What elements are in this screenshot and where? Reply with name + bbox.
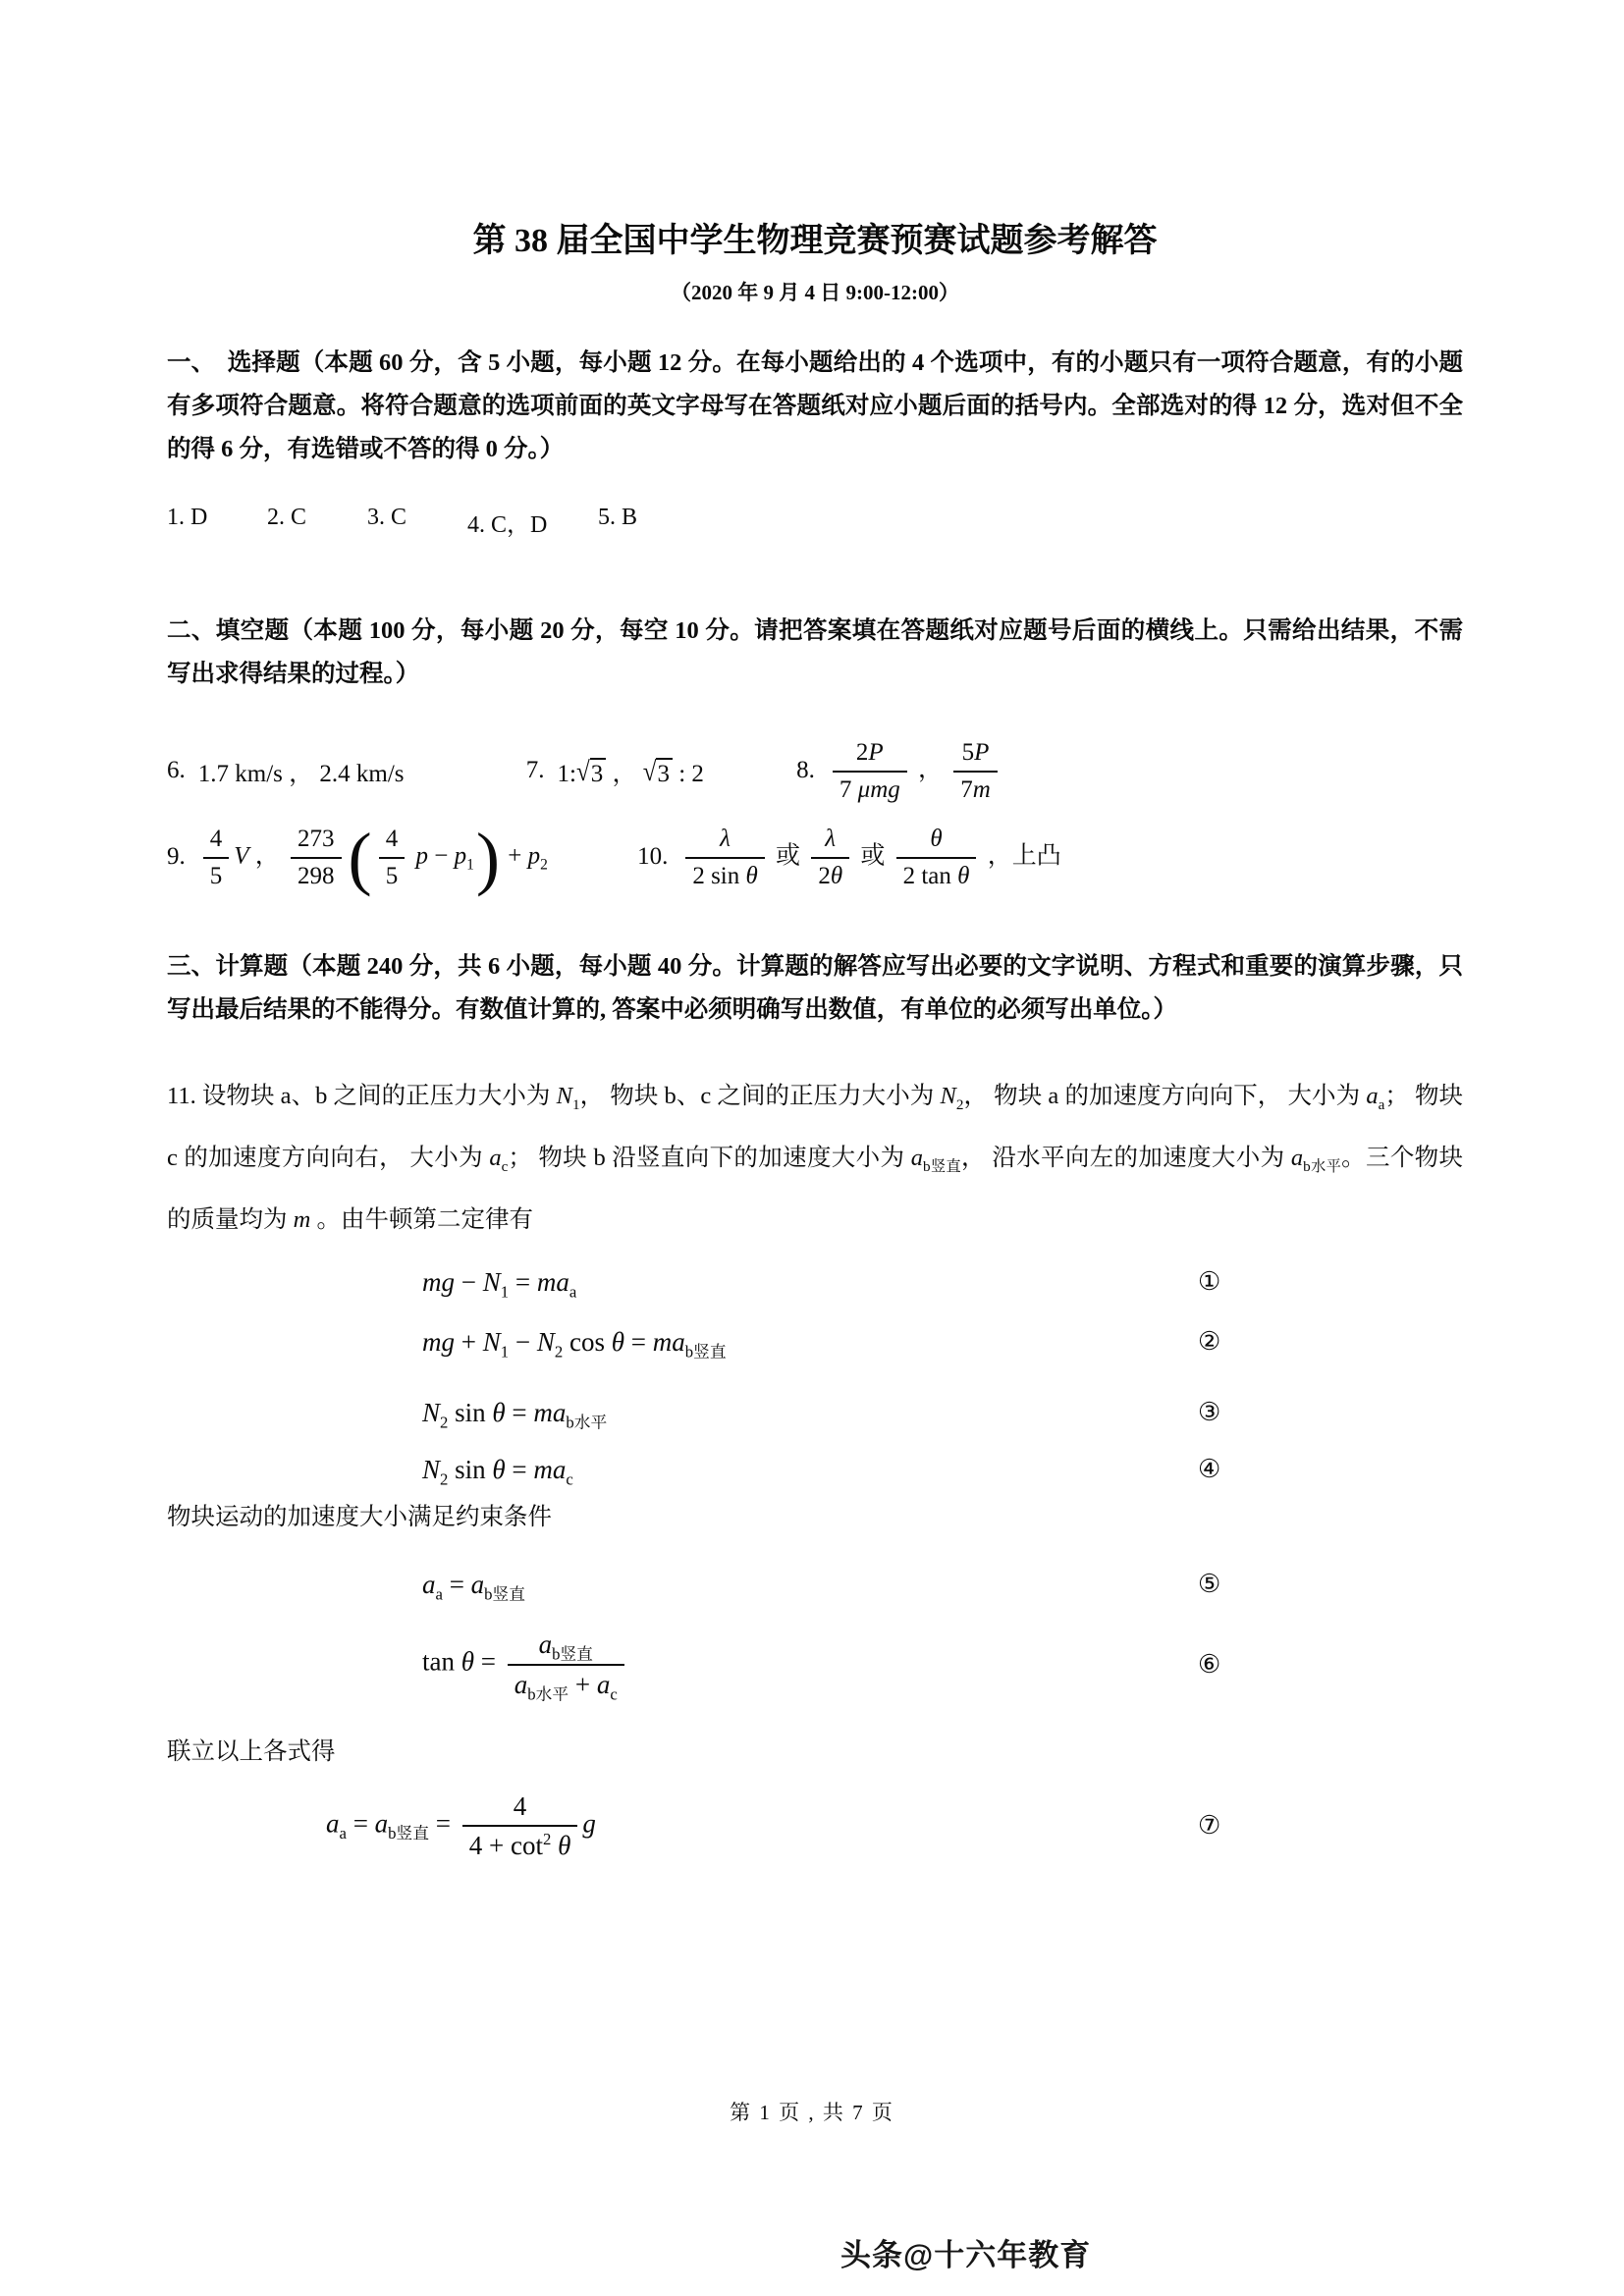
- equation-3-formula: $N_2$ $\sin \theta = ma_{b水平}$: [422, 1398, 608, 1432]
- fill-answers-row-1: [167, 737, 1463, 806]
- equation-7-number: ⑦: [1198, 1811, 1221, 1841]
- multiple-choice-answers: [167, 505, 1463, 539]
- mc-answer-2: 2. C: [267, 504, 307, 530]
- equation-4-formula: $N_2$ $\sin \theta = ma_c$: [422, 1454, 573, 1489]
- equation-6: [167, 1628, 1463, 1701]
- fill-answer-9-number: 9.: [167, 842, 186, 870]
- fill-answer-6: [167, 754, 405, 789]
- equation-2-formula: mg + $N_1 - N_2$ $\cos \theta = ma_{b竖直}$: [422, 1327, 727, 1362]
- equation-5-number: ⑤: [1198, 1570, 1221, 1599]
- equation-1-formula: mg − $N_1 = ma_a$: [422, 1266, 577, 1302]
- fill-answers-row-2: [167, 824, 1463, 892]
- fill-answer-8-number: 8.: [796, 756, 815, 783]
- equation-1: [167, 1264, 1463, 1300]
- page-footer: 第 1 页 , 共 7 页: [730, 2101, 894, 2124]
- equation-6-number: ⑥: [1198, 1649, 1221, 1679]
- mc-answer-4: 4. C，D: [467, 511, 548, 538]
- section2-heading: 二、填空题（本题 100 分，每小题 20 分，每空 10 分。请把答案填在答题纸对应题号后面的横线上。只需给出结果，不需写出求得结果的过程。）: [167, 616, 1463, 687]
- equation-5-formula: $a_a = a_{b竖直}$: [422, 1570, 526, 1604]
- mc-answer-3: 3. C: [367, 504, 407, 530]
- equation-4: [167, 1452, 1463, 1487]
- equation-7: [167, 1789, 1463, 1863]
- fill-answer-7-formula: 1:√3 ， √3 : 2: [557, 757, 704, 787]
- equation-7-formula: $a_a = a_{b竖直}$ = $\frac{4}{4 + \cot^2 \theta}$ g: [326, 1790, 596, 1861]
- page-title: 第 38 届全国中学生物理竞赛预赛试题参考解答: [472, 223, 1158, 259]
- fill-answer-8: [796, 737, 1002, 806]
- equation-4-number: ④: [1198, 1454, 1221, 1483]
- fill-answer-6-number: 6.: [167, 756, 186, 783]
- equation-3: [167, 1395, 1463, 1430]
- watermark: 头条@十六年教育: [840, 2238, 1092, 2272]
- fill-answer-10-formula: $\frac{\lambda}{\text{2 sin θ}}$ 或 $\frac{\lambda}{2\theta}$ 或 $\frac{\theta}{\text{2 tan θ}}$ ，上凸: [680, 824, 1060, 892]
- equation-5: [167, 1567, 1463, 1602]
- mc-answer-5: 5. B: [598, 504, 638, 530]
- constraint-text: 物块运动的加速度大小满足约束条件: [167, 1504, 552, 1531]
- fill-answer-7: [526, 754, 704, 789]
- fill-answer-8-formula: $\frac{2P}{\text{7 μmg}}$ ， $\frac{5P}{7m}$: [828, 737, 1002, 806]
- equation-3-number: ③: [1198, 1397, 1221, 1426]
- equation-6-formula: tan θ = $\frac{a_{b竖直}}{a_{b水平} + a_c}$: [422, 1628, 629, 1701]
- fill-answer-7-number: 7.: [525, 756, 545, 783]
- fill-answer-10-number: 10.: [637, 842, 669, 870]
- mc-answer-1: 1. D: [167, 504, 208, 530]
- section1-heading: 一、 选择题（本题 60 分，含 5 小题，每小题 12 分。在每小题给出的 4 个选项中，有的小题只有一项符合题意，有的小题有多项符合题意。将符合题意的选项前面的英文字母写在答题纸对应小题后面的括号内。全部选对的得 12 分，选对但不全的得 6 分，有选错或不答的得 0 分。）: [167, 348, 1463, 462]
- page-subtitle: （2020 年 9 月 4 日 9:00-12:00）: [671, 280, 959, 304]
- equation-1-number: ①: [1198, 1266, 1221, 1296]
- fill-answer-9-formula: $\frac{4}{5}$ V ， $\frac{273}{298}$ ( $\frac{4}{5}$ $p - p_1$ ) + $p_2$: [198, 824, 548, 892]
- section3-heading: 三、计算题（本题 240 分，共 6 小题，每小题 40 分。计算题的解答应写出必要的文字说明、方程式和重要的演算步骤，只写出最后结果的不能得分。有数值计算的, 答案中必须明确写出数值，有单位的必须写出单位。）: [167, 952, 1463, 1023]
- equation-2: [167, 1324, 1463, 1360]
- combine-text: 联立以上各式得: [167, 1737, 336, 1765]
- fill-answer-10: [637, 824, 1061, 892]
- fill-answer-9: [167, 824, 548, 892]
- equation-2-number: ②: [1198, 1327, 1221, 1357]
- problem-11-text: 11. 设物块 a、b 之间的正压力大小为 $N_1$， 物块 b、c 之间的正压力大小为 $N_2$， 物块 a 的加速度方向向下， 大小为 $a_a$； 物块 c 的加速度方向向右， 大小为 $a_c$； 物块 b 沿竖直向下的加速度大小为 $a_{b竖直}$， 沿水平向左的加速度大小为 $a_{b水平}$。三个物块的质量均为 m 。由牛顿第二定律有: [167, 1082, 1464, 1233]
- fill-answer-6-formula: 1.7 km/s ， 2.4 km/s: [197, 760, 405, 787]
